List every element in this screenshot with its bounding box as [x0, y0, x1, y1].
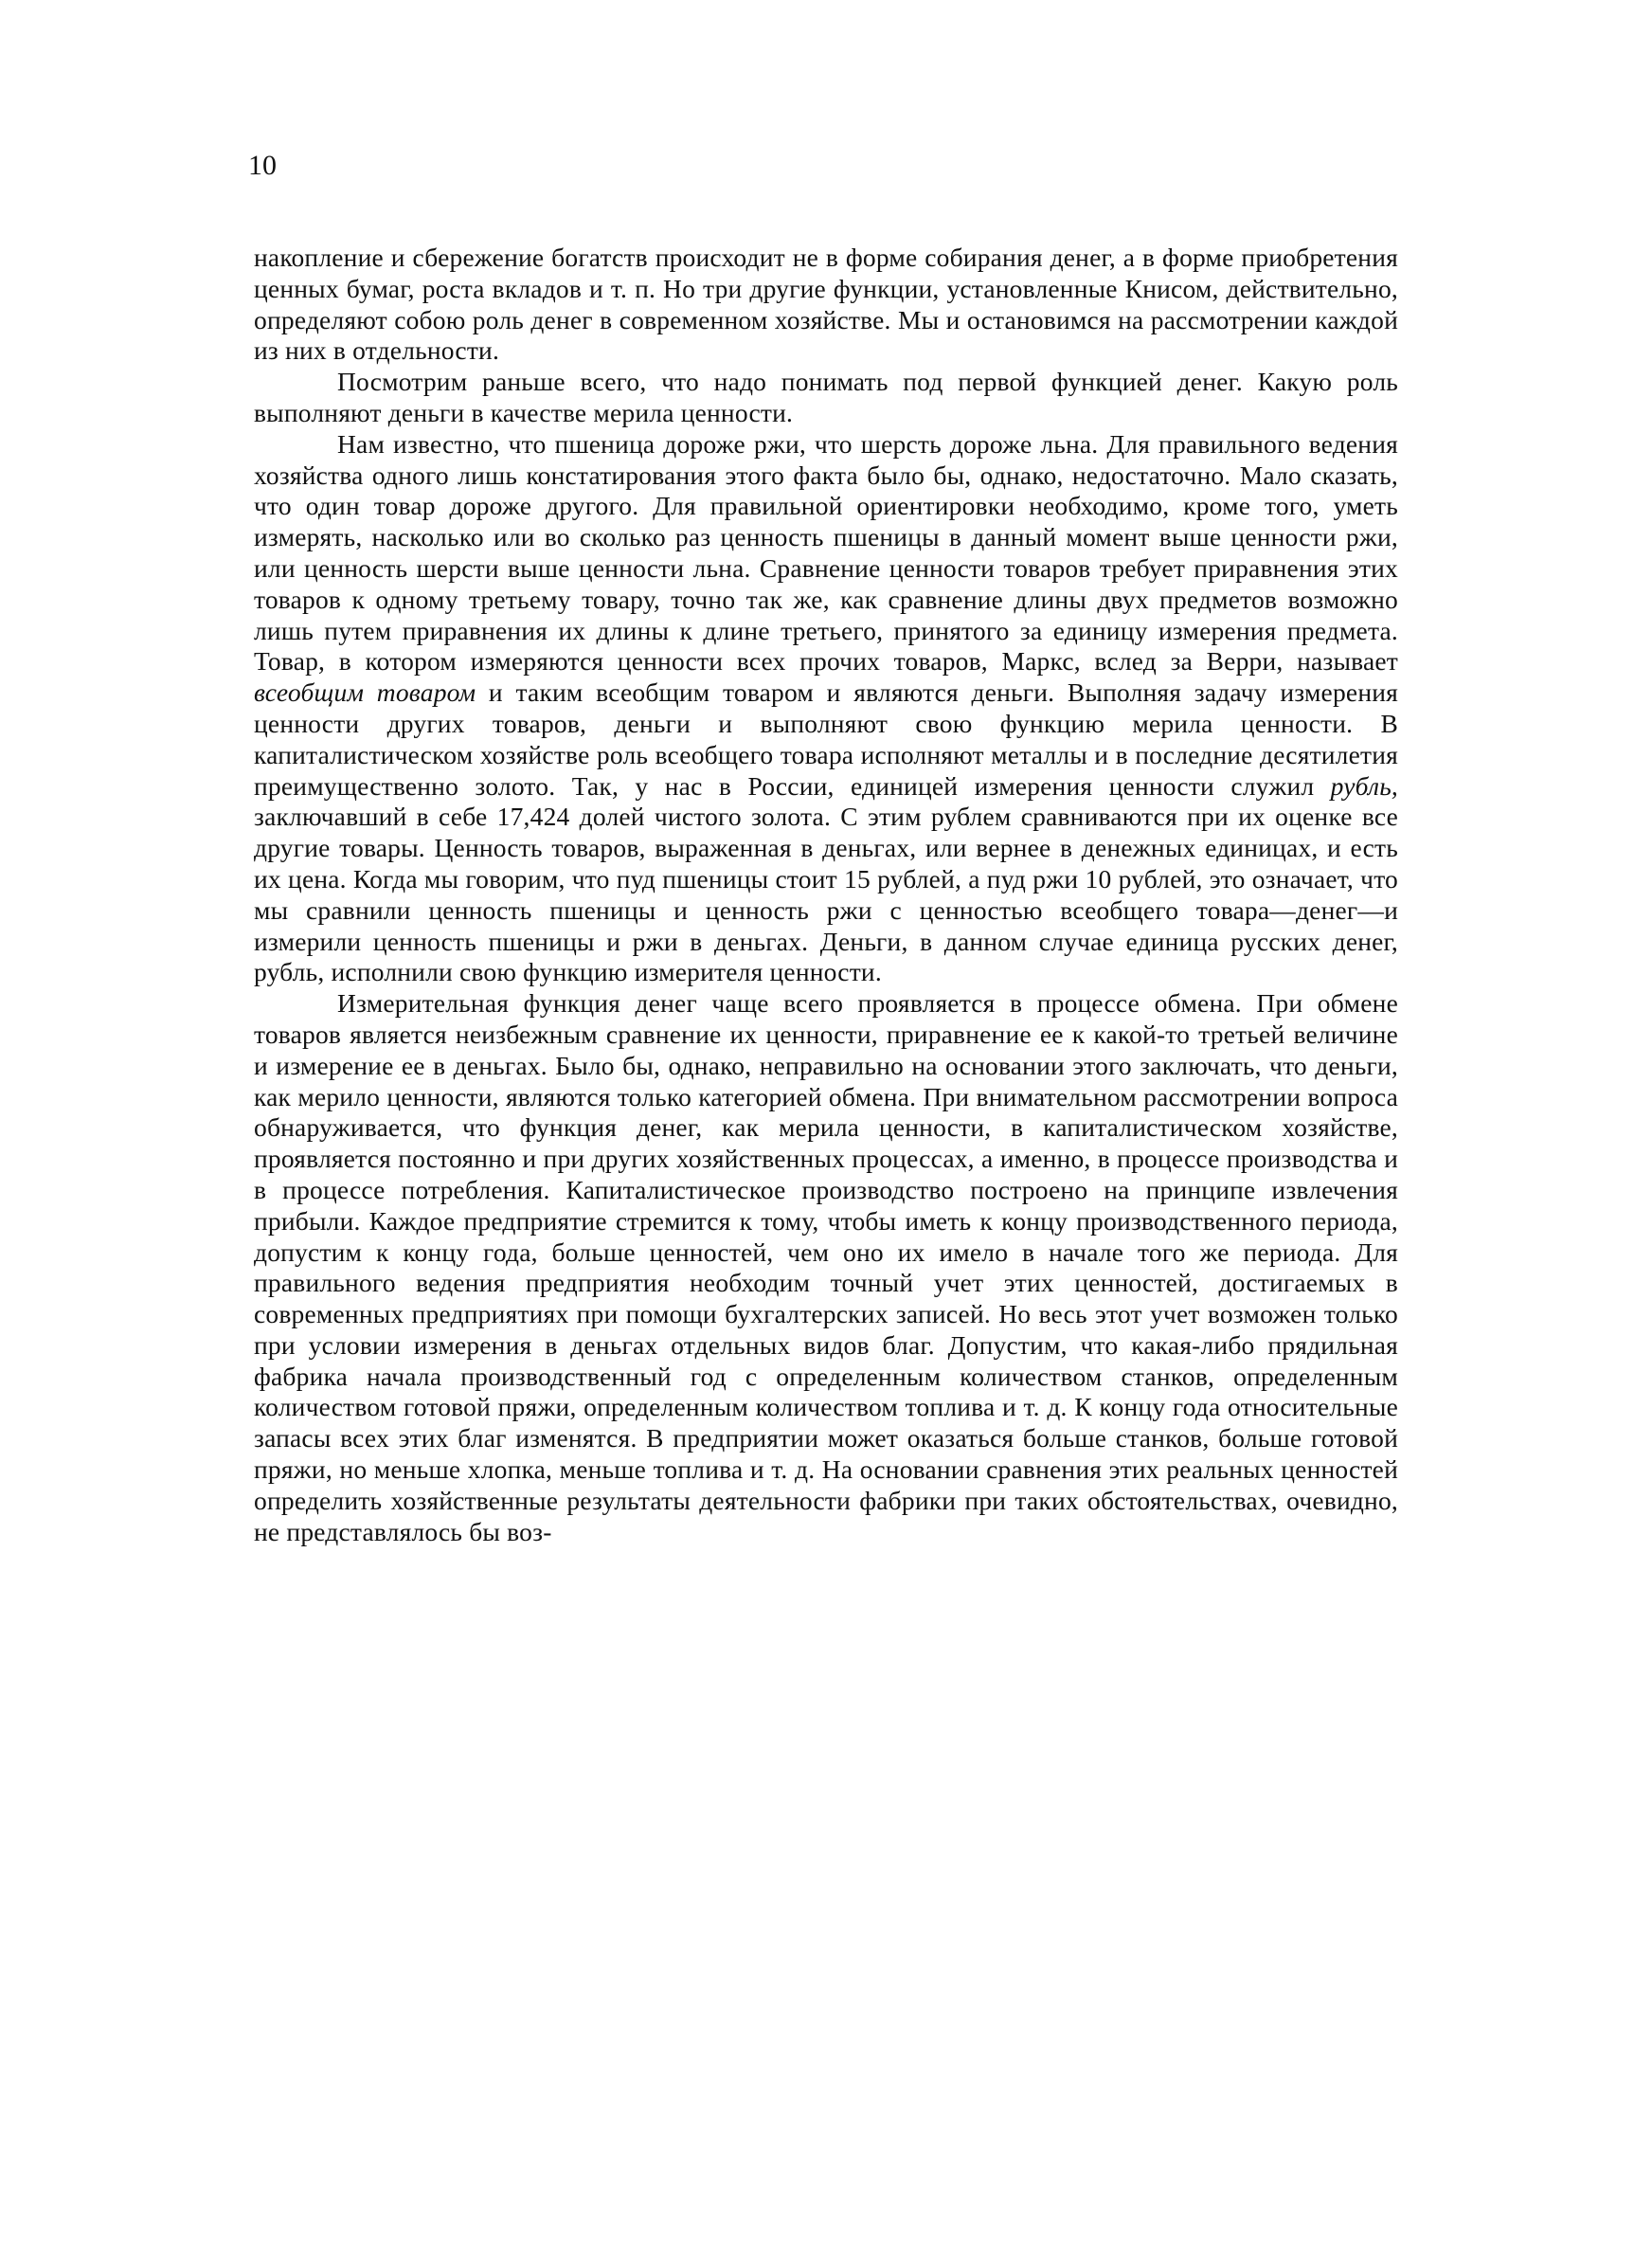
paragraph-text: Нам известно, что пшеница дороже ржи, что шерсть дороже льна. Для правильного ведения хозяйства одного лишь констатирования этого факта было бы, однако, недостаточно. Мало сказать, что один товар дороже другого. Для правильной ориентировки необходимо, кроме того, уметь измерять, насколько или во сколько раз ценность пшеницы в данный момент выше ценности ржи, или ценность шерсти выше ценности льна. Сравнение ценности товаров требует приравнения этих товаров к одному третьему товару, точно так же, как сравнение длины двух предметов возможно лишь путем приравнения их длины к длине третьего, принятого за единицу измерения предмета. Товар, в котором измеряются ценности всех прочих товаров, Маркс, вслед за Верри, называет: [254, 428, 1398, 677]
paragraph-text: Измерительная функция денег чаще всего проявляется в процессе обмена. При обмене товаров является неизбежным сравнение их ценности, приравнение ее к какой-то третьей величине и измерение ее в деньгах. Было бы, однако, неправильно на основании этого заключать, что деньги, как мерило ценности, являются только категорией обмена. При внимательном рассмотрении вопроса обнаруживается, что функция денег, как мерила ценности, в капиталистическом хозяйстве, проявляется постоянно и при других хозяйственных процессах, а именно, в процессе производства и в процессе потребления. Капиталистическое производство построено на принципе извлечения прибыли. Каждое предприятие стремится к тому, чтобы иметь к концу производственного периода, допустим к концу года, больше ценностей, чем оно их имело в начале того же периода. Для правильного ведения предприятия необходим точный учет этих ценностей, достигаемых в современных предприятиях при помощи бухгалтерских записей. Но весь этот учет возможен только при условии измерения в деньгах отдельных видов благ. Допустим, что какая-либо прядильная фабрика начала производственный год с определенным количеством станков, определенным количеством готовой пряжи, определенным количеством топлива и т. д. К концу года относительные запасы всех этих благ изменятся. В предприятии может оказаться больше станков, больше готовой пряжи, но меньше хлопка, меньше топлива и т. д. На основании сравнения этих реальных ценностей определить хозяйственные результаты деятельности фабрики при таких обстоятельствах, очевидно, не представлялось бы воз-: [254, 988, 1398, 1546]
paragraph-text: Посмотрим раньше всего, что надо понимать под первой функцией денег. Какую роль выполняют деньги в качестве мерила ценности.: [254, 367, 1398, 427]
body-text: [254, 243, 1398, 1547]
paragraph: [254, 243, 1398, 367]
page-number: 10: [248, 150, 277, 181]
paragraph: [254, 367, 1398, 429]
emphasized-term: рубль,: [1330, 770, 1398, 801]
paragraph: [254, 988, 1398, 1547]
paragraph-text: накопление и сбережение богатств происходит не в форме собирания денег, а в форме приобретения ценных бумаг, роста вкладов и т. п. Но три другие функции, установленные Книсом, действительно, определяют собою роль денег в современном хозяйстве. Мы и остановимся на рассмотрении каждой из них в отдельности.: [254, 243, 1398, 366]
emphasized-term: всеобщим товаром: [254, 677, 476, 708]
paragraph: [254, 429, 1398, 988]
paragraph-text: заключавший в себе 17,424 долей чистого золота. С этим рублем сравниваются при их оценке все другие товары. Ценность товаров, выраженная в деньгах, или вернее в денежных единицах, и есть их цена. Когда мы говорим, что пуд пшеницы стоит 15 рублей, а пуд ржи 10 рублей, это означает, что мы сравнили ценность пшеницы и ценность ржи с ценностью всеобщего товара—денег—и измерили ценность пшеницы и ржи в деньгах. Деньги, в данном случае единица русских денег, рубль, исполнили свою функцию измерителя ценности.: [254, 802, 1398, 987]
paragraph-text: и таким всеобщим товаром и являются деньги. Выполняя задачу измерения ценности других товаров, деньги и выполняют свою функцию мерила ценности. В капиталистическом хозяйстве роль всеобщего товара исполняют металлы и в последние десятилетия преимущественно золото. Так, у нас в России, единицей измерения ценности служил: [254, 677, 1398, 801]
